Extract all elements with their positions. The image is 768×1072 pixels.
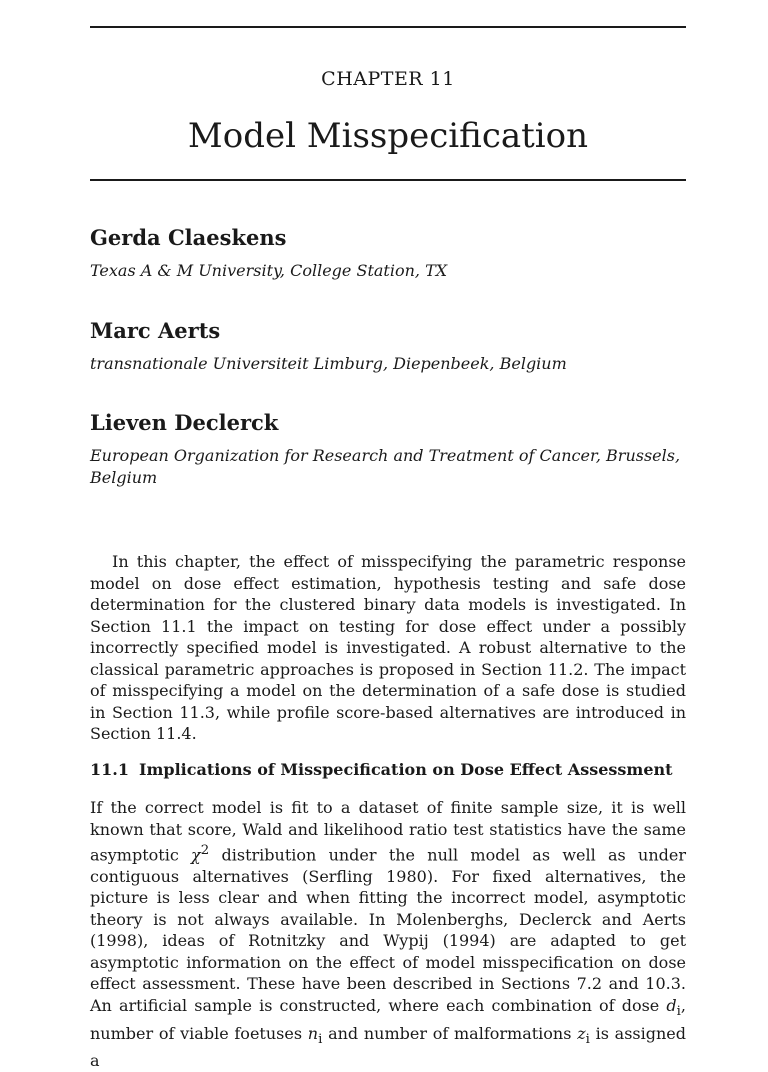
document-page: [90, 0, 686, 1071]
chi-symbol: χ: [191, 845, 201, 865]
author-name: Marc Aerts: [90, 318, 221, 343]
author-affiliation: European Organization for Research and Treatment of Cancer, Brussels, Belgium: [90, 446, 681, 487]
body-text-segment: is assigned a: [90, 1023, 686, 1071]
body-text-segment: If the correct model is fit to a dataset of finite sample size, it is well known that score, Wald and likelihood ratio test statistics have the same asymptotic: [90, 798, 686, 865]
math-subscript: i: [318, 1031, 323, 1047]
author-affiliation: transnationale Universiteit Limburg, Diepenbeek, Belgium: [90, 354, 567, 373]
math-variable: z: [577, 1023, 586, 1043]
body-text-segment: and number of malformations: [322, 1023, 578, 1043]
math-subscript: i: [676, 1004, 681, 1020]
author-block: [90, 224, 686, 282]
section-heading: [90, 760, 686, 779]
math-variable: n: [307, 1023, 319, 1043]
section-number: 11.1: [90, 760, 129, 779]
author-name: Gerda Claeskens: [90, 225, 287, 250]
section-title: Implications of Misspecification on Dose Effect Assessment: [138, 760, 673, 779]
body-text-segment: , number of viable foetuses: [90, 995, 686, 1043]
chi-exponent: 2: [200, 843, 210, 858]
chapter-abstract: In this chapter, the effect of misspecifying the parametric response model on dose effect estimation, hypothesis testing and safe dose determination for the clustered binary data models is investigated. In Section 11.1 the impact on testing for dose effect under a possibly incorrectly specified model is investigated. A robust alternative to the classical parametric approaches is proposed in Section 11.2. The impact of misspecifying a model on the determination of a safe dose is studied in Section 11.3, while profile score-based alternatives are introduced in Section 11.4.: [90, 552, 686, 743]
author-affiliation: Texas A & M University, College Station, TX: [90, 261, 448, 280]
math-subscript: i: [585, 1031, 590, 1047]
author-name: Lieven Declerck: [90, 410, 279, 435]
chapter-label: CHAPTER 11: [321, 68, 455, 90]
body-text-segment: distribution under the null model as well as under contiguous alternatives (Serfling 1980). For fixed alternatives, the picture is less clear and when fitting the incorrect model, asymptotic theory is not always available. In Molenberghs, Declerck and Aerts (1998), ideas of Rotnitzky and Wypij (1994) are adapted to get asymptotic information on the effect of model misspecification on dose effect assessment. These have been described in Sections 7.2 and 10.3. An artificial sample is constructed, where each combination of dose: [90, 845, 686, 1015]
author-block: [90, 317, 686, 375]
chapter-title: Model Misspecification: [187, 116, 589, 156]
title-rule: [90, 179, 686, 181]
top-rule: [90, 26, 686, 28]
math-variable: d: [666, 995, 677, 1015]
body-paragraph: [90, 797, 686, 1072]
author-block: [90, 409, 686, 489]
